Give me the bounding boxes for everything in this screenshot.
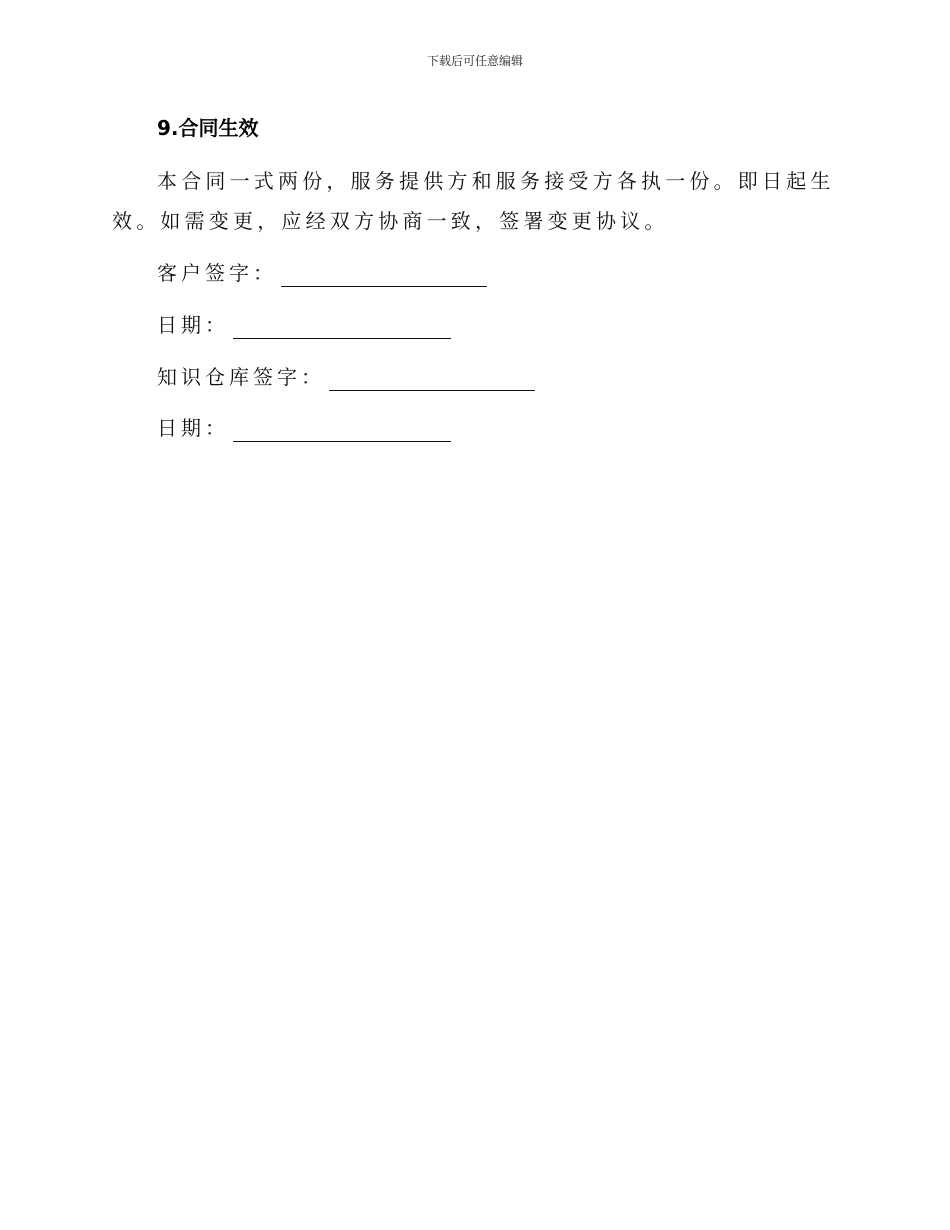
contract-effect-paragraph: 本合同一式两份，服务提供方和服务接受方各执一份。即日起生效。如需变更，应经双方协商一致，签署变更协议。: [112, 169, 835, 233]
customer-signature-row: [157, 259, 487, 287]
customer-date-row: [157, 311, 451, 339]
knowledge-base-date-row: [157, 414, 451, 442]
knowledge-base-signature-blank[interactable]: [329, 366, 535, 391]
customer-signature-label: 客户签字：: [157, 261, 277, 285]
knowledge-base-date-blank[interactable]: [233, 417, 451, 442]
knowledge-base-signature-row: [157, 363, 535, 391]
customer-date-label: 日期：: [157, 313, 229, 337]
page-header-note: 下载后可任意编辑: [426, 54, 523, 68]
section-title: 9.合同生效: [157, 116, 259, 140]
customer-signature-blank[interactable]: [281, 262, 487, 287]
customer-date-blank[interactable]: [233, 314, 451, 339]
knowledge-base-date-label: 日期：: [157, 416, 229, 440]
knowledge-base-signature-label: 知识仓库签字：: [157, 365, 325, 389]
